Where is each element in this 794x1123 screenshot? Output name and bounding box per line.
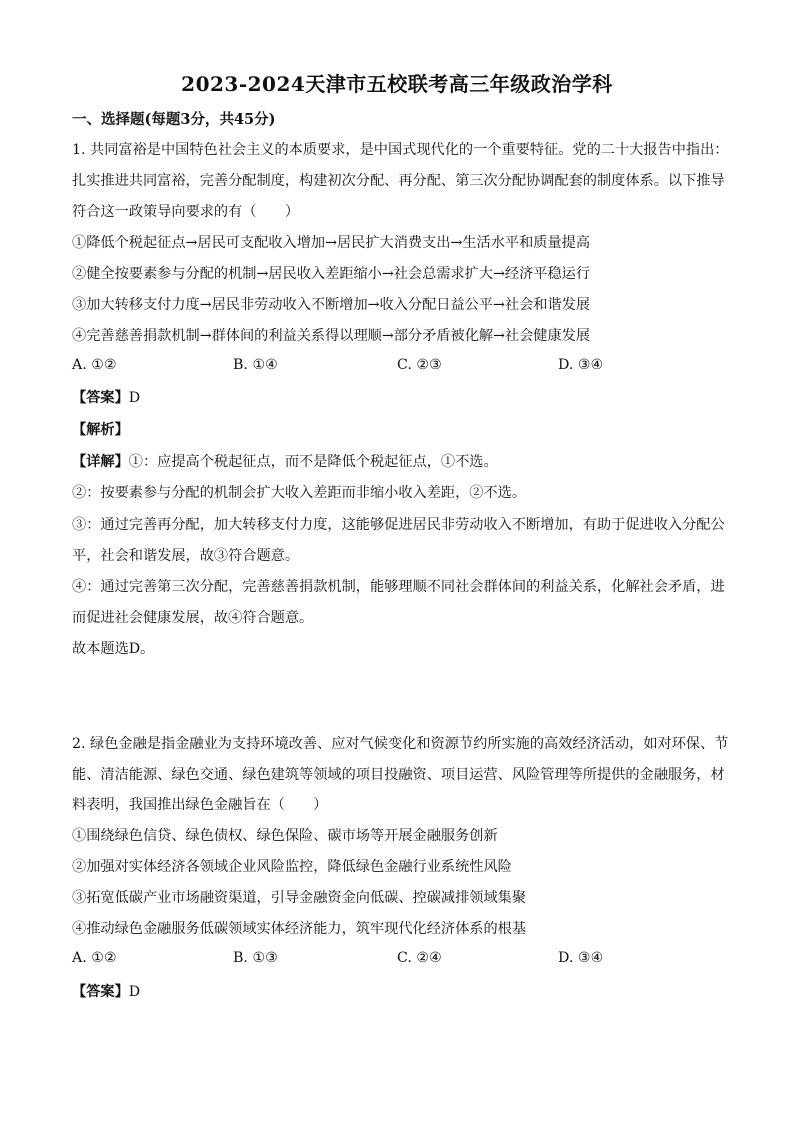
q1-item: ①降低个税起征点→居民可支配收入增加→居民扩大消费支出→生活水平和质量提高: [72, 235, 591, 251]
q1-option-d: D. ③④: [558, 357, 604, 373]
q2-answer: [72, 982, 732, 1002]
q2-stem-line: 能、清洁能源、绿色交通、绿色建筑等领域的项目投融资、项目运营、风险管理等所提供的金融服务，材: [72, 767, 725, 783]
q2-stem-line: 2. 绿色金融是指金融业为支持环境改善、应对气候变化和资源节约所实施的高效经济活动，如对环保、节: [72, 736, 729, 752]
q1-item: ②健全按要素参与分配的机制→居民收入差距缩小→社会总需求扩大→经济平稳运行: [72, 266, 591, 282]
q2-options: [72, 950, 732, 970]
q1-option-a: A. ①②: [72, 357, 117, 373]
page-title: 2023-2024天津市五校联考高三年级政治学科: [181, 72, 613, 96]
q1-item: ④完善慈善捐款机制→群体间的利益关系得以理顺→部分矛盾被化解→社会健康发展: [72, 328, 591, 344]
q1-stem-line: 符合这一政策导向要求的有（ ）: [72, 204, 300, 220]
analysis-tag: 【解析】: [72, 422, 129, 438]
q1-detail-line: 平，社会和谐发展，故③符合题意。: [72, 548, 300, 564]
q2-option-d: D. ③④: [558, 950, 604, 966]
q1-detail-line: ③：通过完善再分配，加大转移支付力度，这能够促进居民非劳动收入不断增加，有助于促进收入分配公: [72, 517, 725, 533]
q1-stem-line: 1. 共同富裕是中国特色社会主义的本质要求，是中国式现代化的一个重要特征。党的二十大报告中指出：: [72, 142, 729, 158]
q2-option-b: B. ①③: [233, 950, 278, 966]
answer-value: D: [128, 390, 141, 406]
q2-item: ③拓宽低碳产业市场融资渠道，引导金融资金向低碳、控碳减排领域集聚: [72, 890, 527, 906]
q1-detail-line: 【详解】①：应提高个税起征点，而不是降低个税起征点，①不选。: [72, 454, 498, 470]
q1-option-b: B. ①④: [233, 357, 278, 373]
q2-item: ②加强对实体经济各领域企业风险监控，降低绿色金融行业系统性风险: [72, 859, 512, 875]
q2-option-a: A. ①②: [72, 950, 117, 966]
answer-value: D: [128, 984, 141, 1000]
detail-tag: 【详解】: [72, 454, 129, 470]
q1-answer: [72, 388, 732, 408]
q2-stem-line: 料表明，我国推出绿色金融旨在（ ）: [72, 797, 328, 813]
q1-options: [72, 357, 732, 377]
q2-item: ①围绕绿色信贷、绿色债权、绿色保险、碳市场等开展金融服务创新: [72, 828, 498, 844]
q1-detail-line: 而促进社会健康发展，故④符合题意。: [72, 610, 314, 626]
q1-detail-line: 故本题选D。: [72, 641, 155, 657]
q2-item: ④推动绿色金融服务低碳领域实体经济能力，筑牢现代化经济体系的根基: [72, 921, 527, 937]
q1-item: ③加大转移支付力度→居民非劳动收入不断增加→收入分配日益公平→社会和谐发展: [72, 297, 591, 313]
q2-option-c: C. ②④: [397, 950, 442, 966]
section-heading: 一、选择题(每题3分，共45分): [72, 111, 276, 128]
answer-tag: 【答案】: [72, 984, 129, 1000]
q1-detail-line: ②：按要素参与分配的机制会扩大收入差距而非缩小收入差距，②不选。: [72, 485, 527, 501]
q1-stem-line: 扎实推进共同富裕，完善分配制度，构建初次分配、再分配、第三次分配协调配套的制度体系。以下推导: [72, 173, 725, 189]
q1-analysis: [72, 420, 732, 440]
q1-detail-line: ④：通过完善第三次分配，完善慈善捐款机制，能够理顺不同社会群体间的利益关系，化解社会矛盾，进: [72, 579, 725, 595]
q1-option-c: C. ②③: [397, 357, 442, 373]
answer-tag: 【答案】: [72, 390, 129, 406]
